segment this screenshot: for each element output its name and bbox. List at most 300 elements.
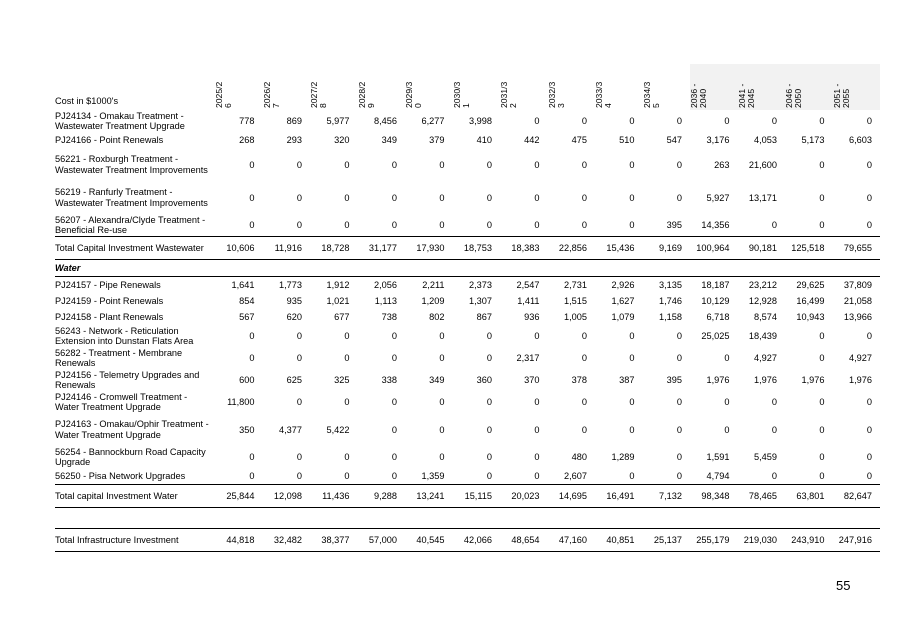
row-label: Total Capital Investment Wastewater (55, 237, 215, 260)
value-cell: 1,912 (326, 280, 350, 290)
value-cell: 13,966 (843, 312, 872, 322)
value-cell: 0 (819, 397, 825, 407)
value-cell: 0 (486, 397, 492, 407)
value-cell: 360 (476, 375, 492, 385)
value-cell: 0 (866, 452, 872, 462)
value-cell: 90,181 (738, 237, 786, 260)
value-cell: 255,179 (690, 529, 738, 552)
value-cell: 0 (771, 397, 777, 407)
value-cell: 0 (676, 424, 682, 435)
year-label-line-2: 2045 (745, 88, 756, 108)
value-cell: 0 (344, 192, 350, 203)
year-label (548, 68, 566, 108)
row-label: PJ24146 - Cromwell Treatment - Water Treatment Upgrade (55, 391, 188, 412)
value-cell: 2,211 (422, 280, 445, 290)
row-label: PJ24156 - Telemetry Upgrades and Renewals (55, 369, 200, 390)
value-cell: 18,728 (310, 237, 358, 260)
year-label-line-2: 5 (650, 103, 661, 108)
value-cell: 1,359 (421, 471, 445, 481)
value-cell: 0 (629, 471, 635, 481)
value-cell: 0 (486, 331, 492, 341)
value-cell: 1,079 (611, 312, 635, 322)
value-cell: 0 (629, 397, 635, 407)
value-cell: 378 (571, 375, 587, 385)
value-cell: 1,113 (374, 296, 397, 306)
value-cell: 47,160 (548, 529, 596, 552)
value-cell: 410 (476, 135, 492, 145)
value-cell: 2,373 (469, 280, 492, 290)
value-cell: 0 (439, 424, 445, 435)
value-cell: 3,998 (469, 116, 492, 126)
value-cell: 0 (391, 452, 397, 462)
value-cell: 0 (629, 159, 635, 170)
value-cell: 4,927 (754, 353, 777, 363)
row-label: PJ24157 - Pipe Renewals (55, 279, 161, 290)
year-column-header (358, 64, 406, 110)
value-cell: 1,641 (231, 280, 255, 290)
row-label: PJ24159 - Point Renewals (55, 295, 164, 306)
row-label: 56221 - Roxburgh Treatment - Wastewater Treatment Improvements (55, 154, 208, 175)
value-cell: 0 (581, 159, 587, 170)
year-label (358, 68, 376, 108)
value-cell: 0 (724, 424, 730, 435)
value-cell: 0 (486, 220, 492, 230)
value-cell: 63,801 (785, 485, 833, 508)
value-cell: 1,209 (421, 296, 445, 306)
value-cell: 18,439 (748, 331, 777, 341)
value-cell: 1,005 (564, 312, 587, 322)
value-cell: 0 (676, 353, 682, 363)
value-cell: 0 (771, 471, 777, 481)
year-column-header (405, 64, 453, 110)
water-total-row (55, 485, 880, 508)
value-cell: 0 (819, 192, 825, 203)
year-label (833, 68, 851, 108)
value-cell: 1,976 (849, 375, 872, 385)
value-cell: 4,053 (754, 135, 777, 145)
table-row (55, 325, 880, 347)
year-label-line-2: 3 (555, 103, 566, 108)
value-cell: 0 (534, 424, 540, 435)
year-label-line-2: 6 (223, 103, 233, 108)
year-label-line-1: 2029/3 (404, 81, 414, 108)
year-label-line-2: 4 (603, 103, 613, 108)
row-label: PJ24166 - Point Renewals (55, 134, 164, 145)
value-cell: 40,851 (595, 529, 643, 552)
value-cell: 0 (819, 353, 825, 363)
value-cell: 10,943 (796, 312, 825, 322)
value-cell: 2,607 (564, 471, 587, 481)
section-heading-row (55, 260, 880, 277)
value-cell: 78,465 (738, 485, 786, 508)
value-cell: 100,964 (690, 237, 738, 260)
value-cell: 1,627 (611, 296, 635, 306)
page-number: 55 (836, 578, 851, 593)
value-cell: 0 (581, 353, 587, 363)
value-cell: 219,030 (738, 529, 786, 552)
value-cell: 349 (381, 135, 397, 145)
value-cell: 620 (286, 312, 302, 322)
row-label: PJ24163 - Omakau/Ophir Treatment - Water Treatment Upgrade (55, 419, 209, 440)
value-cell: 14,695 (548, 485, 596, 508)
value-cell: 738 (381, 312, 397, 322)
value-cell: 475 (571, 135, 587, 145)
value-cell: 293 (286, 135, 302, 145)
year-label (310, 68, 328, 108)
value-cell: 0 (819, 159, 825, 170)
value-cell: 15,436 (595, 237, 643, 260)
value-cell: 0 (581, 116, 587, 126)
value-cell: 12,928 (748, 296, 777, 306)
table-row (55, 413, 880, 446)
value-cell: 1,158 (659, 312, 682, 322)
value-cell: 1,976 (754, 375, 777, 385)
value-cell: 0 (249, 220, 255, 230)
value-cell: 869 (286, 116, 302, 126)
value-cell: 40,545 (405, 529, 453, 552)
value-cell: 22,856 (548, 237, 596, 260)
value-cell: 0 (486, 452, 492, 462)
year-column-header (690, 64, 738, 110)
table-row (55, 132, 880, 148)
value-cell: 0 (296, 353, 302, 363)
value-cell: 1,289 (611, 452, 635, 462)
year-label-line-1: 2031/3 (499, 81, 509, 108)
table-row (55, 293, 880, 309)
value-cell: 5,422 (326, 424, 350, 435)
year-label-line-1: 2030/3 (451, 81, 462, 108)
value-cell: 0 (391, 397, 397, 407)
value-cell: 387 (619, 375, 635, 385)
value-cell: 0 (534, 192, 540, 203)
year-column-header (215, 64, 263, 110)
grand-total-row (55, 529, 880, 552)
value-cell: 1,021 (326, 296, 350, 306)
value-cell: 0 (866, 397, 872, 407)
value-cell: 268 (239, 135, 255, 145)
value-cell: 442 (524, 135, 540, 145)
value-cell: 31,177 (358, 237, 406, 260)
value-cell: 0 (629, 331, 635, 341)
value-cell: 243,910 (785, 529, 833, 552)
year-label-line-1: 2041 - (736, 83, 747, 108)
row-label: 56243 - Network - Reticulation Extension into Dunstan Flats Area (55, 325, 194, 346)
value-cell: 11,800 (227, 397, 255, 407)
value-cell: 0 (629, 353, 635, 363)
value-cell: 8,574 (754, 312, 777, 322)
value-cell: 370 (524, 375, 540, 385)
value-cell: 21,600 (748, 159, 777, 170)
value-cell: 0 (344, 220, 350, 230)
value-cell: 0 (819, 331, 825, 341)
year-label-line-1: 2027/2 (309, 81, 319, 108)
value-cell: 0 (866, 424, 872, 435)
year-label-line-2: 2050 (793, 88, 803, 108)
row-label: 56254 - Bannockburn Road Capacity Upgrade (55, 446, 206, 467)
year-label-line-2: 2 (508, 103, 518, 108)
table-row (55, 181, 880, 214)
value-cell: 79,655 (833, 237, 881, 260)
value-cell: 263 (714, 159, 730, 170)
value-cell: 0 (629, 424, 635, 435)
value-cell: 1,976 (801, 375, 825, 385)
value-cell: 350 (239, 424, 255, 435)
value-cell: 6,277 (421, 116, 445, 126)
year-label (643, 68, 661, 108)
spacer-cell (55, 508, 880, 529)
year-label-line-1: 2051 - (831, 83, 842, 108)
value-cell: 0 (391, 331, 397, 341)
value-cell: 0 (771, 116, 777, 126)
value-cell: 4,377 (279, 424, 302, 435)
value-cell: 0 (534, 452, 540, 462)
value-cell: 0 (391, 159, 397, 170)
value-cell: 7,132 (643, 485, 691, 508)
value-cell: 935 (286, 296, 302, 306)
value-cell: 6,603 (849, 135, 872, 145)
value-cell: 0 (344, 452, 350, 462)
value-cell: 0 (534, 220, 540, 230)
value-cell: 0 (676, 116, 682, 126)
value-cell: 0 (439, 353, 445, 363)
value-cell: 0 (676, 397, 682, 407)
wastewater-total-row (55, 237, 880, 260)
year-label-line-1: 2034/3 (641, 81, 652, 108)
value-cell: 11,436 (310, 485, 358, 508)
year-label (405, 68, 423, 108)
value-cell: 16,499 (796, 296, 825, 306)
value-cell: 625 (286, 375, 302, 385)
value-cell: 16,491 (595, 485, 643, 508)
year-label-line-1: 2046 - (784, 83, 794, 108)
value-cell: 0 (676, 471, 682, 481)
value-cell: 0 (724, 397, 730, 407)
value-cell: 0 (344, 331, 350, 341)
value-cell: 11,916 (263, 237, 311, 260)
value-cell: 0 (296, 331, 302, 341)
row-label: PJ24158 - Plant Renewals (55, 311, 164, 322)
value-cell: 677 (334, 312, 350, 322)
year-column-header (548, 64, 596, 110)
value-cell: 1,746 (659, 296, 682, 306)
value-cell: 0 (866, 471, 872, 481)
value-cell: 0 (391, 424, 397, 435)
table-row (55, 468, 880, 485)
year-label-line-1: 2036 - (689, 83, 699, 108)
value-cell: 3,176 (706, 135, 730, 145)
value-cell: 0 (581, 192, 587, 203)
value-cell: 778 (239, 116, 255, 126)
value-cell: 600 (239, 375, 255, 385)
value-cell: 379 (429, 135, 445, 145)
value-cell: 98,348 (690, 485, 738, 508)
row-label: 56207 - Alexandra/Clyde Treatment - Beneficial Re-use (55, 214, 206, 235)
value-cell: 0 (866, 331, 872, 341)
year-label-line-2: 1 (460, 103, 471, 108)
value-cell: 48,654 (500, 529, 548, 552)
value-cell: 0 (676, 331, 682, 341)
value-cell: 0 (486, 424, 492, 435)
table-row (55, 391, 880, 413)
value-cell: 14,356 (701, 220, 730, 230)
value-cell: 2,926 (611, 280, 635, 290)
year-label (785, 68, 803, 108)
year-column-header (500, 64, 548, 110)
year-label (263, 68, 281, 108)
value-cell: 25,137 (643, 529, 691, 552)
value-cell: 0 (249, 471, 255, 481)
value-cell: 17,930 (405, 237, 453, 260)
value-cell: 57,000 (358, 529, 406, 552)
value-cell: 13,241 (405, 485, 453, 508)
value-cell: 0 (819, 471, 825, 481)
value-cell: 0 (534, 116, 540, 126)
value-cell: 23,212 (748, 280, 777, 290)
value-cell: 25,844 (215, 485, 263, 508)
row-label: Total Infrastructure Investment (55, 529, 215, 552)
value-cell: 1,591 (706, 452, 730, 462)
value-cell: 0 (534, 471, 540, 481)
value-cell: 0 (581, 331, 587, 341)
value-cell: 480 (571, 452, 587, 462)
value-cell: 5,977 (326, 116, 350, 126)
value-cell: 0 (486, 353, 492, 363)
value-cell: 0 (866, 220, 872, 230)
value-cell: 0 (391, 353, 397, 363)
value-cell: 20,023 (500, 485, 548, 508)
value-cell: 0 (439, 452, 445, 462)
row-label: 56250 - Pisa Network Upgrades (55, 470, 186, 481)
value-cell: 5,459 (754, 452, 777, 462)
year-column-header (833, 64, 881, 110)
value-cell: 0 (439, 331, 445, 341)
value-cell: 0 (296, 471, 302, 481)
value-cell: 0 (819, 116, 825, 126)
value-cell: 0 (676, 452, 682, 462)
value-cell: 38,377 (310, 529, 358, 552)
value-cell: 0 (866, 116, 872, 126)
capital-investment-table (55, 64, 880, 552)
value-cell: 3,135 (659, 280, 682, 290)
value-cell: 8,456 (374, 116, 397, 126)
value-cell: 0 (629, 192, 635, 203)
value-cell: 0 (391, 220, 397, 230)
value-cell: 0 (249, 331, 255, 341)
value-cell: 320 (334, 135, 350, 145)
table-row (55, 309, 880, 325)
table-row (55, 214, 880, 237)
value-cell: 867 (476, 312, 492, 322)
value-cell: 125,518 (785, 237, 833, 260)
value-cell: 2,731 (564, 280, 587, 290)
year-label-line-1: 2028/2 (356, 81, 367, 108)
year-label-line-1: 2025/2 (214, 81, 224, 108)
value-cell: 5,927 (706, 192, 730, 203)
year-column-header (643, 64, 691, 110)
value-cell: 0 (724, 353, 730, 363)
value-cell: 0 (486, 471, 492, 481)
value-cell: 0 (439, 397, 445, 407)
table-row (55, 110, 880, 132)
table-row (55, 148, 880, 181)
year-label-line-2: 9 (365, 103, 376, 108)
value-cell: 1,515 (564, 296, 587, 306)
value-cell: 0 (819, 424, 825, 435)
row-label: 56219 - Ranfurly Treatment - Wastewater Treatment Improvements (55, 187, 208, 208)
year-label (595, 68, 613, 108)
value-cell: 0 (819, 452, 825, 462)
value-cell: 0 (629, 116, 635, 126)
value-cell: 0 (439, 159, 445, 170)
value-cell: 1,773 (279, 280, 302, 290)
value-cell: 9,169 (643, 237, 691, 260)
value-cell: 0 (866, 192, 872, 203)
cost-unit-label: Cost in $1000's (55, 96, 119, 106)
year-label (500, 68, 518, 108)
year-label-line-2: 2055 (840, 88, 851, 108)
value-cell: 25,025 (701, 331, 730, 341)
value-cell: 510 (619, 135, 635, 145)
year-label (215, 68, 233, 108)
value-cell: 13,171 (748, 192, 777, 203)
table-row (55, 277, 880, 294)
value-cell: 0 (249, 192, 255, 203)
value-cell: 0 (534, 159, 540, 170)
value-cell: 395 (666, 375, 682, 385)
year-column-header (453, 64, 501, 110)
year-column-header (785, 64, 833, 110)
value-cell: 10,129 (701, 296, 730, 306)
value-cell: 0 (296, 220, 302, 230)
value-cell: 936 (524, 312, 540, 322)
value-cell: 325 (334, 375, 350, 385)
value-cell: 4,794 (706, 471, 730, 481)
value-cell: 0 (866, 159, 872, 170)
value-cell: 1,411 (517, 296, 540, 306)
value-cell: 0 (819, 220, 825, 230)
value-cell: 0 (676, 192, 682, 203)
year-column-header (595, 64, 643, 110)
table-body (55, 110, 880, 552)
value-cell: 1,307 (469, 296, 492, 306)
value-cell: 0 (581, 220, 587, 230)
year-label-line-2: 2040 (698, 88, 708, 108)
value-cell: 18,383 (500, 237, 548, 260)
value-cell: 10,606 (215, 237, 263, 260)
value-cell: 854 (239, 296, 255, 306)
year-label-line-1: 2026/2 (261, 81, 272, 108)
value-cell: 0 (581, 424, 587, 435)
value-cell: 0 (249, 159, 255, 170)
value-cell: 0 (391, 192, 397, 203)
year-label-line-1: 2033/3 (594, 81, 604, 108)
value-cell: 0 (249, 452, 255, 462)
table-row (55, 446, 880, 468)
value-cell: 82,647 (833, 485, 881, 508)
value-cell: 18,187 (701, 280, 730, 290)
value-cell: 0 (249, 353, 255, 363)
value-cell: 0 (344, 471, 350, 481)
value-cell: 0 (344, 397, 350, 407)
table-header-row (55, 64, 880, 110)
year-column-header (310, 64, 358, 110)
year-label-line-2: 8 (318, 103, 328, 108)
value-cell: 0 (771, 424, 777, 435)
value-cell: 2,056 (374, 280, 397, 290)
value-cell: 0 (391, 471, 397, 481)
value-cell: 0 (724, 116, 730, 126)
value-cell: 0 (486, 159, 492, 170)
